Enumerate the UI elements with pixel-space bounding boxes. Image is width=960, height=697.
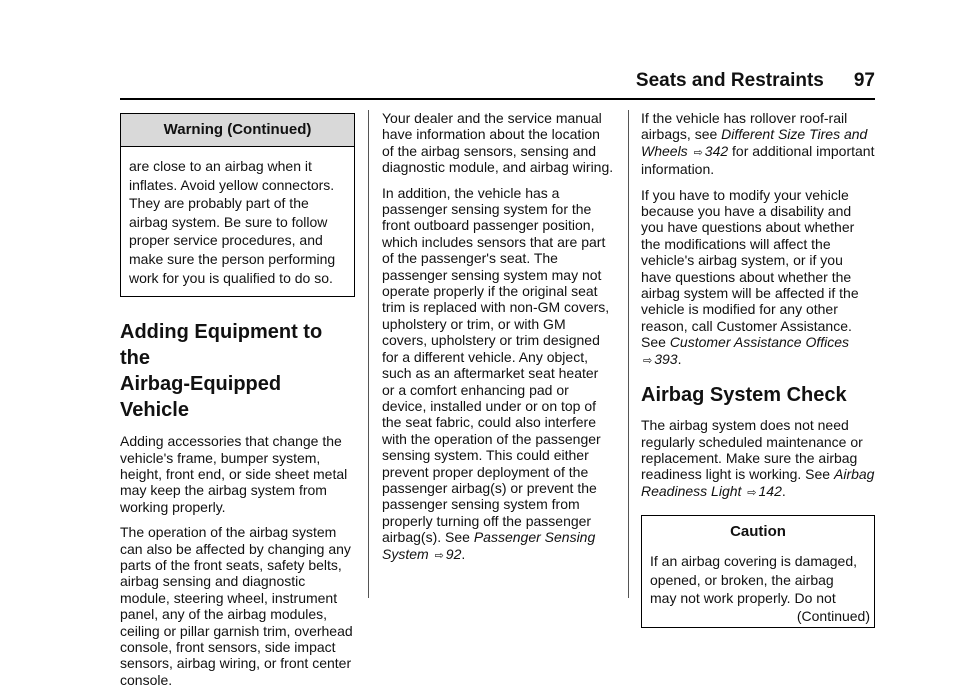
passenger-sensing-page-ref[interactable]: 92: [445, 545, 462, 562]
customer-assistance-page-ref[interactable]: 393: [654, 350, 678, 367]
see-label: See: [641, 334, 666, 351]
heading-line-2: Airbag-Equipped Vehicle: [120, 373, 282, 422]
readiness-light-page-ref[interactable]: 142: [758, 482, 782, 499]
passenger-sensing-xref[interactable]: Passenger Sensing System: [382, 529, 596, 562]
warning-box: [120, 113, 355, 297]
continued-label: (Continued): [796, 607, 870, 624]
adding-equipment-para-1: Adding accessories that change the vehicle's frame, bumper system, height, front end, or side sheet metal may keep the airbag system from working properly.: [120, 433, 348, 515]
tires-wheels-xref[interactable]: Different Size Tires and Wheels: [641, 126, 868, 159]
rollover-para: [641, 110, 875, 178]
warning-line: work for you is qualified to do so.: [129, 269, 333, 286]
end-punct: .: [461, 545, 466, 562]
section-title: Seats and Restraints: [635, 70, 824, 91]
rollover-tail: for additional important information.: [641, 142, 875, 178]
caution-line: may not work properly. Do not: [650, 590, 836, 607]
end-punct: .: [677, 350, 682, 367]
passenger-sensing-text: In addition, the vehicle has a passenger sensing system for the front outboard passenger position, which includes sensors that are part of the passenger's seat. The passenger sensing system may not operate properly if the original seat trim is replaced with non-GM covers, upholstery or trim, or with GM covers, upholstery or trim designed for a different vehicle. Any object, such as an aftermarket seat heater or a comfort enhancing pad or device, installed under or on top of the seat fabric, could also interfere with the operation of the passenger sensing system. This could either prevent proper deployment of the passenger airbag(s) or prevent the passenger sensing system from properly turning off the passenger airbag(s).: [382, 184, 610, 546]
dealer-info-para: Your dealer and the service manual have information about the location of the airbag sensors, sensing and diagnostic module, and airbag wiring.: [382, 110, 614, 176]
rollover-text: If the vehicle has rollover roof-rail airbags, see: [641, 110, 848, 143]
caution-body: [642, 548, 874, 608]
warning-line: make sure the person performing: [129, 250, 336, 267]
right-column: [641, 110, 875, 628]
warning-line: are close to an airbag when it: [129, 158, 312, 174]
see-label: See: [445, 529, 470, 546]
adding-equipment-para-2: The operation of the airbag system can also be affected by changing any parts of the front seats, safety belts, airbag sensing and diagnostic module, steering wheel, instrument panel, any of the airbag modules, ceiling or pillar garnish trim, overhead console, front sensors, side impact sensors, airbag wiring, or front center console.: [120, 524, 353, 688]
adding-equipment-heading: [120, 319, 355, 423]
modify-vehicle-para: [641, 187, 875, 369]
page-ref-arrow-icon: ⇨: [747, 486, 757, 499]
modify-vehicle-text: If you have to modify your vehicle because you have a disability and you have questions about whether the modifications will affect the vehicle's airbag system, or if you have questions about whether the airbag system will be affected if the vehicle is modified for any other reason, call Customer Assistance.: [641, 186, 859, 334]
end-punct: .: [781, 482, 786, 499]
warning-line: proper service procedures, and: [129, 232, 323, 249]
left-column: [120, 110, 355, 697]
page-ref-arrow-icon: ⇨: [693, 146, 703, 159]
column-divider-right: [628, 110, 629, 598]
passenger-sensing-para: [382, 185, 614, 564]
warning-title: Warning (Continued): [121, 114, 354, 147]
page-number: 97: [853, 70, 875, 91]
caution-title: Caution: [730, 523, 786, 541]
system-check-text: The airbag system does not need regularly scheduled maintenance or replacement. Make sure the airbag readiness light is working. See: [641, 417, 863, 483]
warning-line: They are probably part of the: [129, 195, 309, 212]
page-header: [120, 70, 875, 92]
caution-line: If an airbag covering is damaged,: [650, 553, 858, 570]
system-check-para: [641, 417, 875, 501]
page-ref-arrow-icon: ⇨: [434, 549, 444, 562]
tires-wheels-page-ref[interactable]: 342: [704, 142, 729, 159]
column-divider-left: [368, 110, 369, 598]
middle-column: [382, 110, 614, 573]
customer-assistance-xref[interactable]: Customer Assistance Offices: [669, 334, 850, 351]
warning-body: [121, 147, 354, 296]
readiness-light-xref[interactable]: Airbag Readiness Light: [641, 466, 875, 499]
caution-line: opened, or broken, the airbag: [650, 571, 834, 588]
page-ref-arrow-icon: ⇨: [643, 354, 653, 367]
caution-box: [641, 515, 875, 628]
heading-line-1: Adding Equipment to the: [120, 321, 323, 370]
warning-line: inflates. Avoid yellow connectors.: [129, 176, 335, 193]
header-rule: [120, 98, 875, 100]
warning-line: airbag system. Be sure to follow: [129, 213, 328, 230]
airbag-system-check-heading: Airbag System Check: [641, 384, 847, 407]
